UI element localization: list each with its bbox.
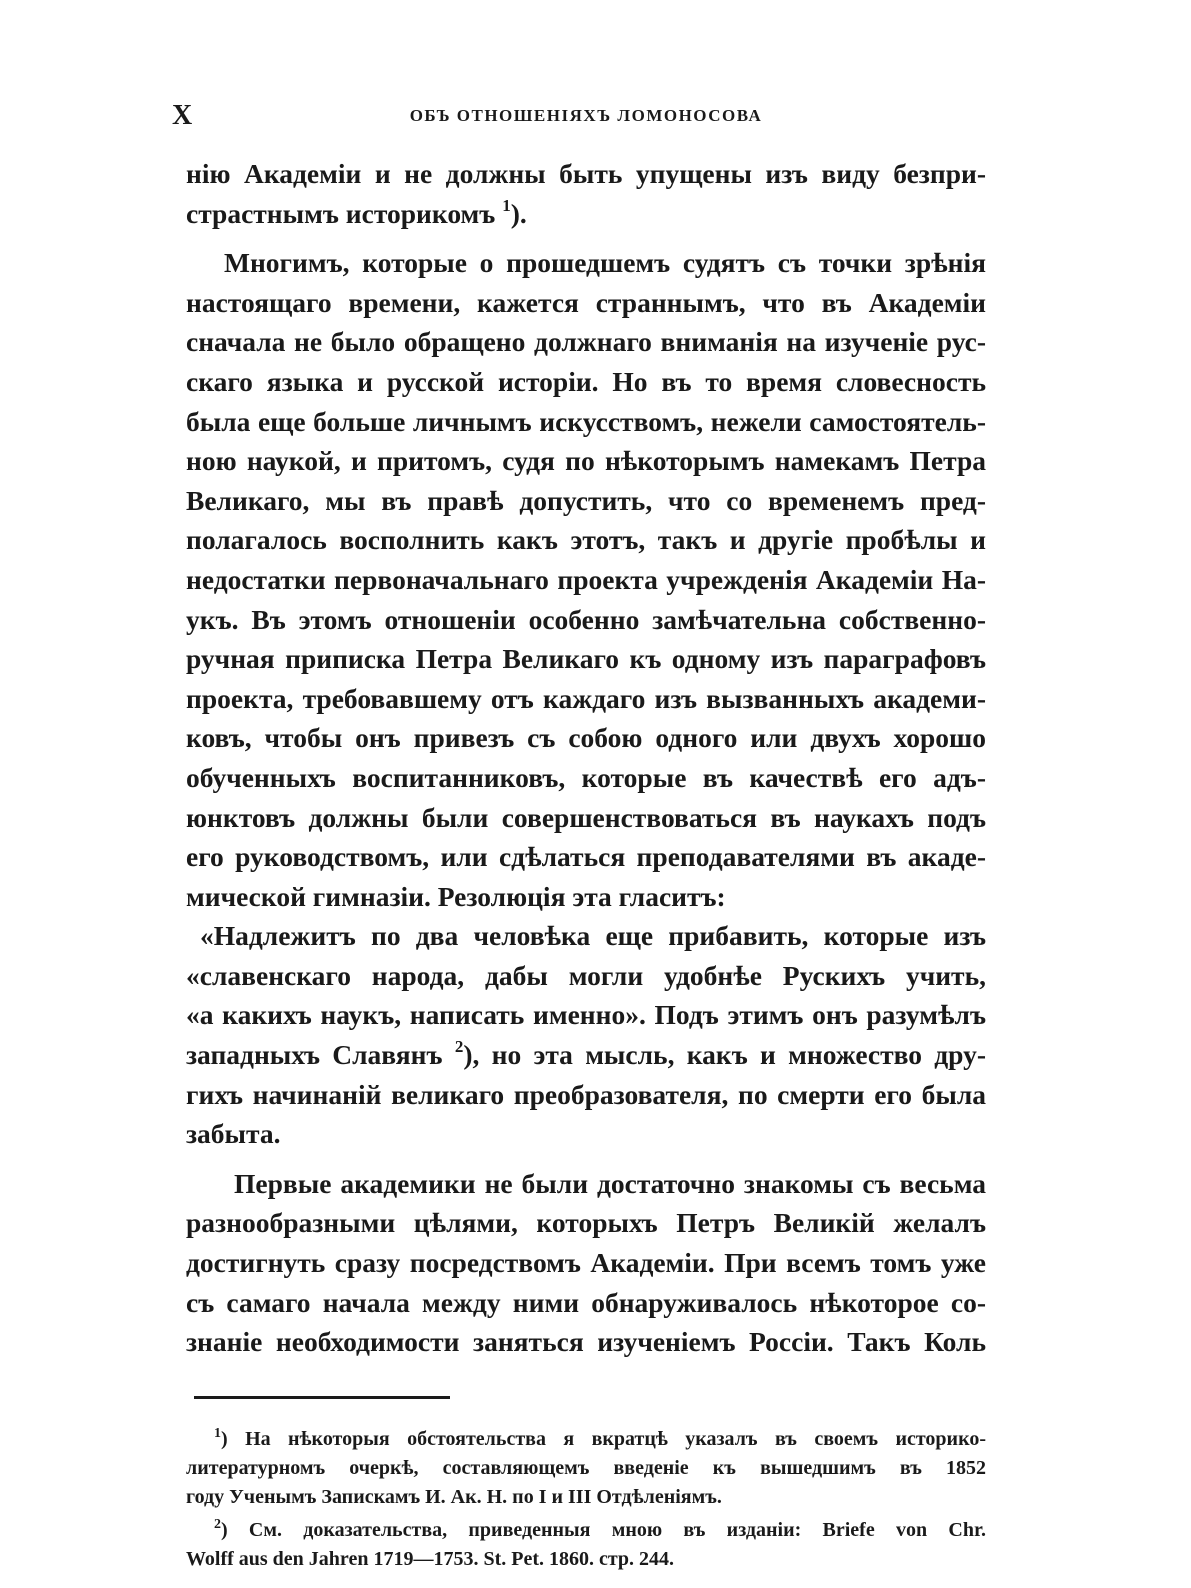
text-line: забыта. [186,1118,281,1150]
text-line: «Надлежитъ по два человѣка еще прибавить, которые изъ [200,920,986,952]
text-line: ручная приписка Петра Великаго къ одному изъ параграфовъ [186,643,986,675]
footnote-marker: 2 [214,1516,221,1532]
text-line: юнктовъ должны были совершенствоваться въ наукахъ подъ [186,801,986,833]
text-line: Многимъ, которые о прошедшемъ судятъ съ точки зрѣнія [224,247,986,279]
text-line: нію Академіи и не должны быть упущены изъ виду безпри- [186,158,986,189]
text-line: достигнуть сразу посредствомъ Академіи. При всемъ томъ уже [186,1247,986,1279]
footnote-line [186,1516,986,1545]
text-fragment: ). [510,197,527,229]
footnote-marker: 1 [214,1425,221,1441]
footnote-line: году Ученымъ Запискамъ И. Ак. Н. по I и III Отдѣленіямъ. [186,1485,722,1508]
book-page [172,96,987,1574]
text-fragment: ) См. доказательства, приведенныя мною въ изданіи: Briefe von Chr. [221,1518,986,1541]
text-line: знаніе необходимости заняться изученіемъ Россіи. Такъ Коль [186,1326,986,1358]
text-line: полагалось восполнить какъ этотъ, такъ и другіе пробѣлы и [186,524,986,556]
text-line: гихъ начинаній великаго преобразователя, по смерти его была [186,1078,986,1110]
page-number: X [172,100,194,131]
paragraph-3-quote [186,916,986,1154]
text-line: ною наукой, и притомъ, судя по нѣкоторымъ намекамъ Петра [186,445,986,477]
text-fragment: страстнымъ историкомъ [186,197,496,229]
text-line: обученныхъ воспитанниковъ, которые въ качествѣ его адъ- [186,761,986,793]
text-fragment: западныхъ Славянъ [186,1039,443,1071]
running-title: ОБЪ ОТНОШЕНІЯХЪ ЛОМОНОСОВА [409,106,763,125]
footnote-ref-2[interactable]: 2 [454,1037,464,1057]
text-line: мической гимназіи. Резолюція эта гласитъ: [186,880,726,912]
text-line: Первые академики не были достаточно знакомы съ весьма [234,1167,986,1199]
footnote-ref-1[interactable]: 1 [502,195,511,215]
footnote-line: литературномъ очеркѣ, составляющемъ введеніе къ вышедшимъ въ 1852 [186,1456,986,1479]
text-line: настоящаго времени, кажется страннымъ, что въ Академіи [186,286,986,318]
text-line: проекта, требовавшему отъ каждаго изъ вызванныхъ академи- [186,682,986,714]
text-line: его руководствомъ, или сдѣлаться преподавателями въ акаде- [186,841,986,873]
text-line: съ самаго начала между ними обнаруживалось нѣкоторое со- [186,1286,986,1318]
main-text [186,154,986,1362]
text-fragment: ) На нѣкоторыя обстоятельства я вкратцѣ указалъ въ своемъ историко- [221,1427,986,1450]
text-line [186,1035,986,1075]
text-line: сначала не было обращено должнаго вниманія на изученіе рус- [186,326,986,358]
text-line: скаго языка и русской исторіи. Но въ то время словесность [186,365,986,397]
text-line [186,194,986,234]
footnote-2 [186,1516,986,1574]
text-line: недостатки первоначальнаго проекта учрежденія Академіи На- [186,563,986,595]
text-line: «а какихъ наукъ, написать именно». Подъ этимъ онъ разумѣлъ [186,999,986,1031]
paragraph-1 [186,154,986,233]
text-line: разнообразными цѣлями, которыхъ Петръ Великій желалъ [186,1207,986,1239]
footnote-line [186,1425,986,1454]
footnote-line: Wolff aus den Jahren 1719—1753. St. Pet. 1860. стр. 244. [186,1547,675,1570]
paragraph-2 [186,243,986,916]
text-fragment: ), но эта мысль, какъ и множество дру- [463,1039,987,1071]
footnote-1 [186,1425,986,1512]
paragraph-4 [186,1164,986,1362]
page-header [172,96,986,136]
text-line: ковъ, чтобы онъ привезъ съ собою одного или двухъ хорошо [186,722,986,754]
text-line: была еще больше личнымъ искусствомъ, нежели самостоятель- [186,405,986,437]
text-line: укъ. Въ этомъ отношеніи особенно замѣчательна собственно- [186,603,986,635]
text-line: «славенскаго народа, дабы могли удобнѣе Рускихъ учить, [186,959,986,991]
footnote-separator [194,1396,450,1399]
footnotes [186,1425,986,1574]
text-line: Великаго, мы въ правѣ допустить, что со временемъ пред- [186,484,986,516]
